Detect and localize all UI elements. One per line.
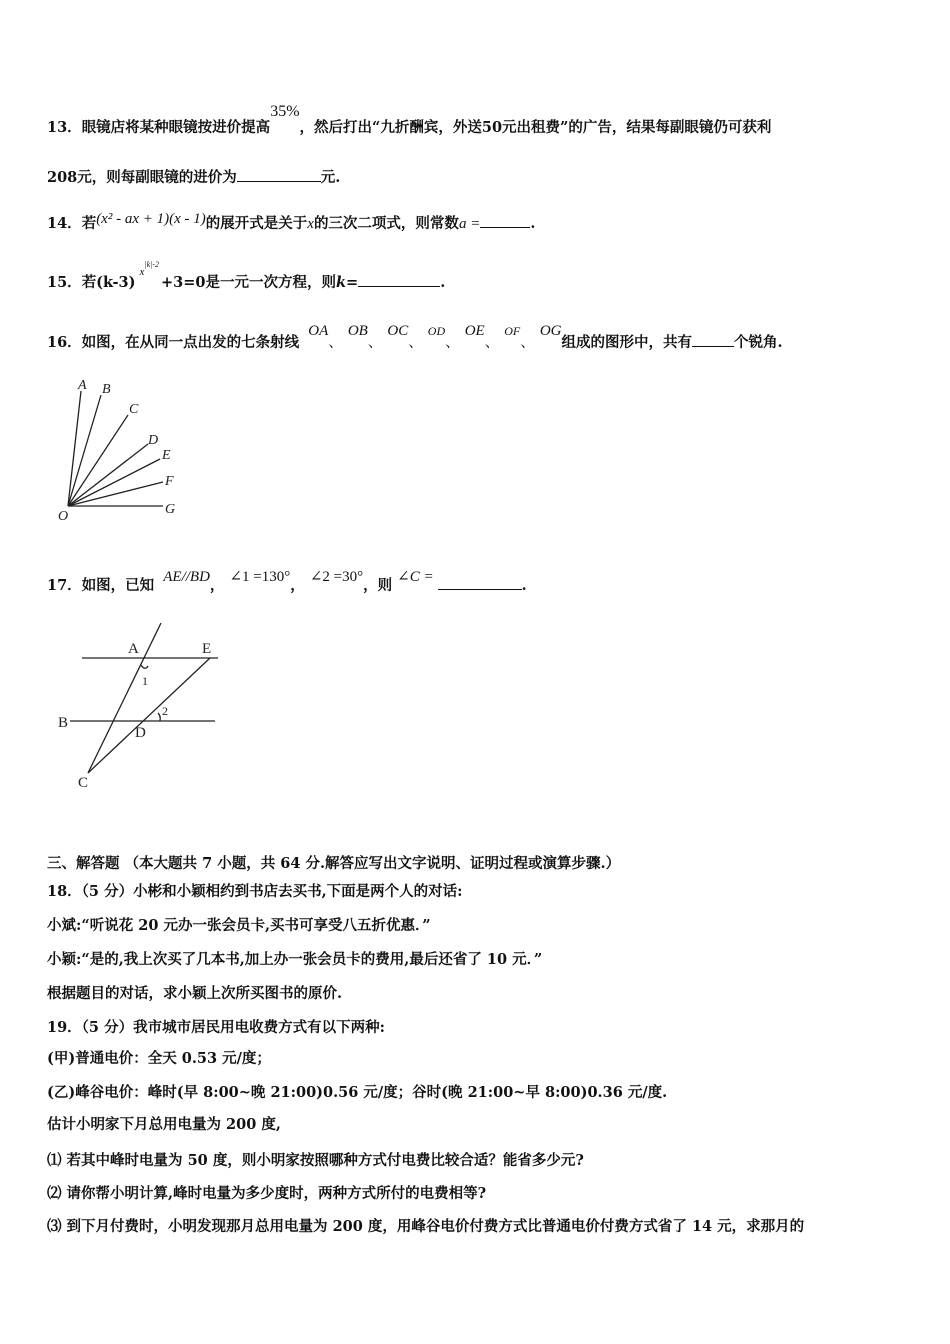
answer-blank-14[interactable] <box>480 213 530 228</box>
ray-oa: OA <box>308 323 329 339</box>
label-b: B <box>102 382 111 397</box>
label-e: E <box>202 641 212 657</box>
label-d: D <box>135 725 146 741</box>
question-16-number: 16． <box>47 334 82 351</box>
question-19-line-4: 估计小明家下月总用电量为 200 度, <box>47 1116 281 1133</box>
question-15: 15．若$(k-3)^{x|k|-2}+3=0$是一元一次方程，则k= . <box>47 260 446 291</box>
condition-angle-1: ∠1 =130° <box>229 569 291 585</box>
question-18-line-4: 根据题目的对话，求小颖上次所买图书的原价. <box>47 985 343 1002</box>
question-13-line-1: 13．眼镜店将某种眼镜按进价提高35%，然后打出“九折酬宾，外送50元出租费”的广告，结果每副眼镜仍可获利 <box>47 103 772 136</box>
ask-angle-c: ∠C = <box>397 569 434 585</box>
ray-line-d <box>68 444 148 506</box>
ray-line-b <box>68 395 101 506</box>
question-14: 14．若(x² - ax + 1)(x - 1)的展开式是关于x的三次二项式，则常数a = . <box>47 211 536 232</box>
question-19-line-1: 19．（5 分）我市城市居民用电收费方式有以下两种: <box>47 1019 385 1036</box>
question-19-line-3: (乙)峰谷电价：峰时(早 8:00~晚 21:00)0.56 元/度；谷时(晚 21:00~早 8:00)0.36 元/度. <box>47 1084 668 1101</box>
condition-angle-2: ∠2 =30° <box>309 569 364 585</box>
angle-1-arc <box>141 665 148 668</box>
label-c: C <box>78 775 89 791</box>
question-18-line-3: 小颖:“是的,我上次买了几本书,加上办一张会员卡的费用,最后还省了 10 元．” <box>47 951 543 968</box>
ray-od: OD <box>427 324 446 338</box>
question-14-number: 14． <box>47 215 82 232</box>
question-13-number: 13． <box>47 119 82 136</box>
label-angle-2: 2 <box>162 704 168 718</box>
question-17: 17．如图，已知 AE//BD， ∠1 =130°， ∠2 =30°，则 ∠C = . <box>47 569 527 594</box>
answer-blank-16[interactable] <box>692 332 734 347</box>
question-13-line-2: 208元，则每副眼镜的进价为 元. <box>47 169 341 186</box>
label-d: D <box>148 433 159 448</box>
question-19-part-2: ⑵ 请你帮小明计算,峰时电量为多少度时，两种方式所付的电费相等? <box>47 1185 487 1202</box>
label-b: B <box>58 715 69 731</box>
expression-14: (x² - ax + 1)(x - 1) <box>96 211 206 227</box>
question-17-number: 17． <box>47 577 82 594</box>
ray-og: OG <box>539 323 562 339</box>
condition-parallel: AE//BD <box>163 569 210 585</box>
ray-oe: OE <box>464 323 485 339</box>
label-o: O <box>58 509 69 524</box>
figure-17-parallel-lines <box>50 615 230 800</box>
line-ca <box>88 623 161 773</box>
label-f: F <box>165 474 174 489</box>
answer-blank-17[interactable] <box>438 575 522 590</box>
label-angle-1: 1 <box>142 674 148 688</box>
answer-blank-13[interactable] <box>237 167 321 182</box>
question-19-part-1: ⑴ 若其中峰时电量为 50 度，则小明家按照哪种方式付电费比较合适？能省多少元? <box>47 1152 584 1169</box>
ray-line-f <box>68 482 163 506</box>
ray-line-e <box>68 459 160 506</box>
question-18-line-2: 小斌:“听说花 20 元办一张会员卡,买书可享受八五折优惠．” <box>47 917 431 934</box>
percent-35: 35% <box>270 103 300 120</box>
label-a: A <box>78 378 87 393</box>
question-19-part-3: ⑶ 到下月付费时，小明发现那月总用电量为 200 度，用峰谷电价付费方式比普通电价付费方式省了 14 元，求那月的 <box>47 1218 805 1235</box>
question-18-line-1: 18．（5 分）小彬和小颖相约到书店去买书,下面是两个人的对话: <box>47 883 463 900</box>
question-16: 16．如图，在从同一点出发的七条射线 OA、 OB、 OC、 $^{OD}$、 OE、 $^{OF}$、 OG组成的图形中，共有 个锐角. <box>47 323 783 351</box>
line-ce <box>88 658 210 773</box>
label-c: C <box>129 402 139 417</box>
section-3-title: 三、解答题 （本大题共 7 小题，共 64 分.解答应写出文字说明、证明过程或演算步骤.） <box>47 855 621 872</box>
ray-ob: OB <box>347 323 368 339</box>
ray-oc: OC <box>387 323 409 339</box>
ray-of: OF <box>504 324 521 338</box>
exponent-15: |k|-2 <box>144 260 159 269</box>
question-15-number: 15． <box>47 274 82 291</box>
answer-blank-15[interactable] <box>358 272 440 287</box>
question-19-line-2: (甲)普通电价：全天 0.53 元/度； <box>47 1050 271 1067</box>
label-a: A <box>128 641 139 657</box>
figure-16-rays <box>50 375 200 525</box>
label-g: G <box>165 502 176 517</box>
angle-2-arc <box>158 713 160 721</box>
label-e: E <box>162 448 171 463</box>
